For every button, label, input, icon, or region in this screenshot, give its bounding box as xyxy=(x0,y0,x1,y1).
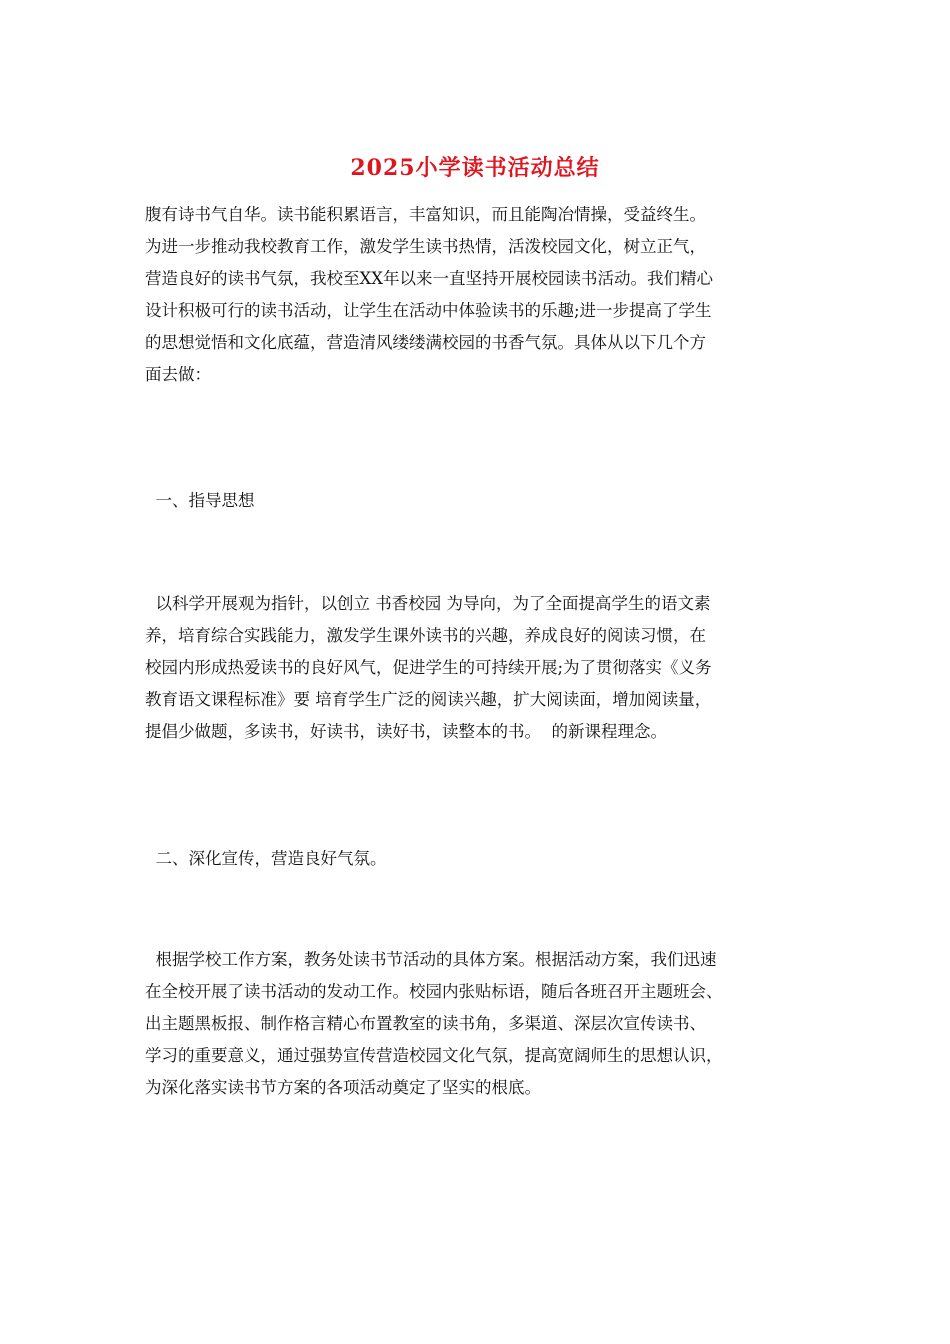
section-heading-2: 二、深化宣传，营造良好气氛。 xyxy=(145,849,387,868)
intro-paragraph xyxy=(145,199,810,391)
text-line: 面去做： xyxy=(145,365,211,384)
text-line: 设计积极可行的读书活动，让学生在活动中体验读书的乐趣;进一步提高了学生 xyxy=(145,301,712,320)
text-line: 养，培育综合实践能力，激发学生课外读书的兴趣，养成良好的阅读习惯，在 xyxy=(145,626,706,645)
section-heading-1: 一、指导思想 xyxy=(145,491,255,510)
text-line: 腹有诗书气自华。读书能积累语言，丰富知识，而且能陶冶情操，受益终生。 xyxy=(145,205,706,224)
text-line: 校园内形成热爱读书的良好风气，促进学生的可持续开展;为了贯彻落实《义务 xyxy=(145,658,712,677)
text-line: 出主题黑板报、制作格言精心布置教室的读书角，多渠道、深层次宣传读书、 xyxy=(145,1014,706,1033)
text-line: 教育语文课程标准》要 培育学生广泛的阅读兴趣，扩大阅读面，增加阅读量， xyxy=(145,690,712,709)
text-line: 为进一步推动我校教育工作，激发学生读书热情，活泼校园文化，树立正气， xyxy=(145,237,706,256)
text-line: 提倡少做题，多读书，好读书，读好书，读整本的书。 的新课程理念。 xyxy=(145,722,667,741)
text-line: 营造良好的读书气氛，我校至XX年以来一直坚持开展校园读书活动。我们精心 xyxy=(145,269,713,288)
text-line: 根据学校工作方案，教务处读书节活动的具体方案。根据活动方案，我们迅速 xyxy=(145,950,717,969)
document-title: 2025小学读书活动总结 xyxy=(350,155,600,181)
text-line: 为深化落实读书节方案的各项活动奠定了坚实的根底。 xyxy=(145,1078,541,1097)
text-line: 以科学开展观为指针，以创立 书香校园 为导向，为了全面提高学生的语文素 xyxy=(145,594,711,613)
text-line: 学习的重要意义，通过强势宣传营造校园文化气氛，提高宽阔师生的思想认识， xyxy=(145,1046,723,1065)
section-2-paragraph xyxy=(145,944,810,1104)
text-line: 在全校开展了读书活动的发动工作。校园内张贴标语，随后各班召开主题班会、 xyxy=(145,982,723,1001)
text-line: 的思想觉悟和文化底蕴，营造清风缕缕满校园的书香气氛。具体从以下几个方 xyxy=(145,333,706,352)
section-1-paragraph xyxy=(145,588,810,748)
